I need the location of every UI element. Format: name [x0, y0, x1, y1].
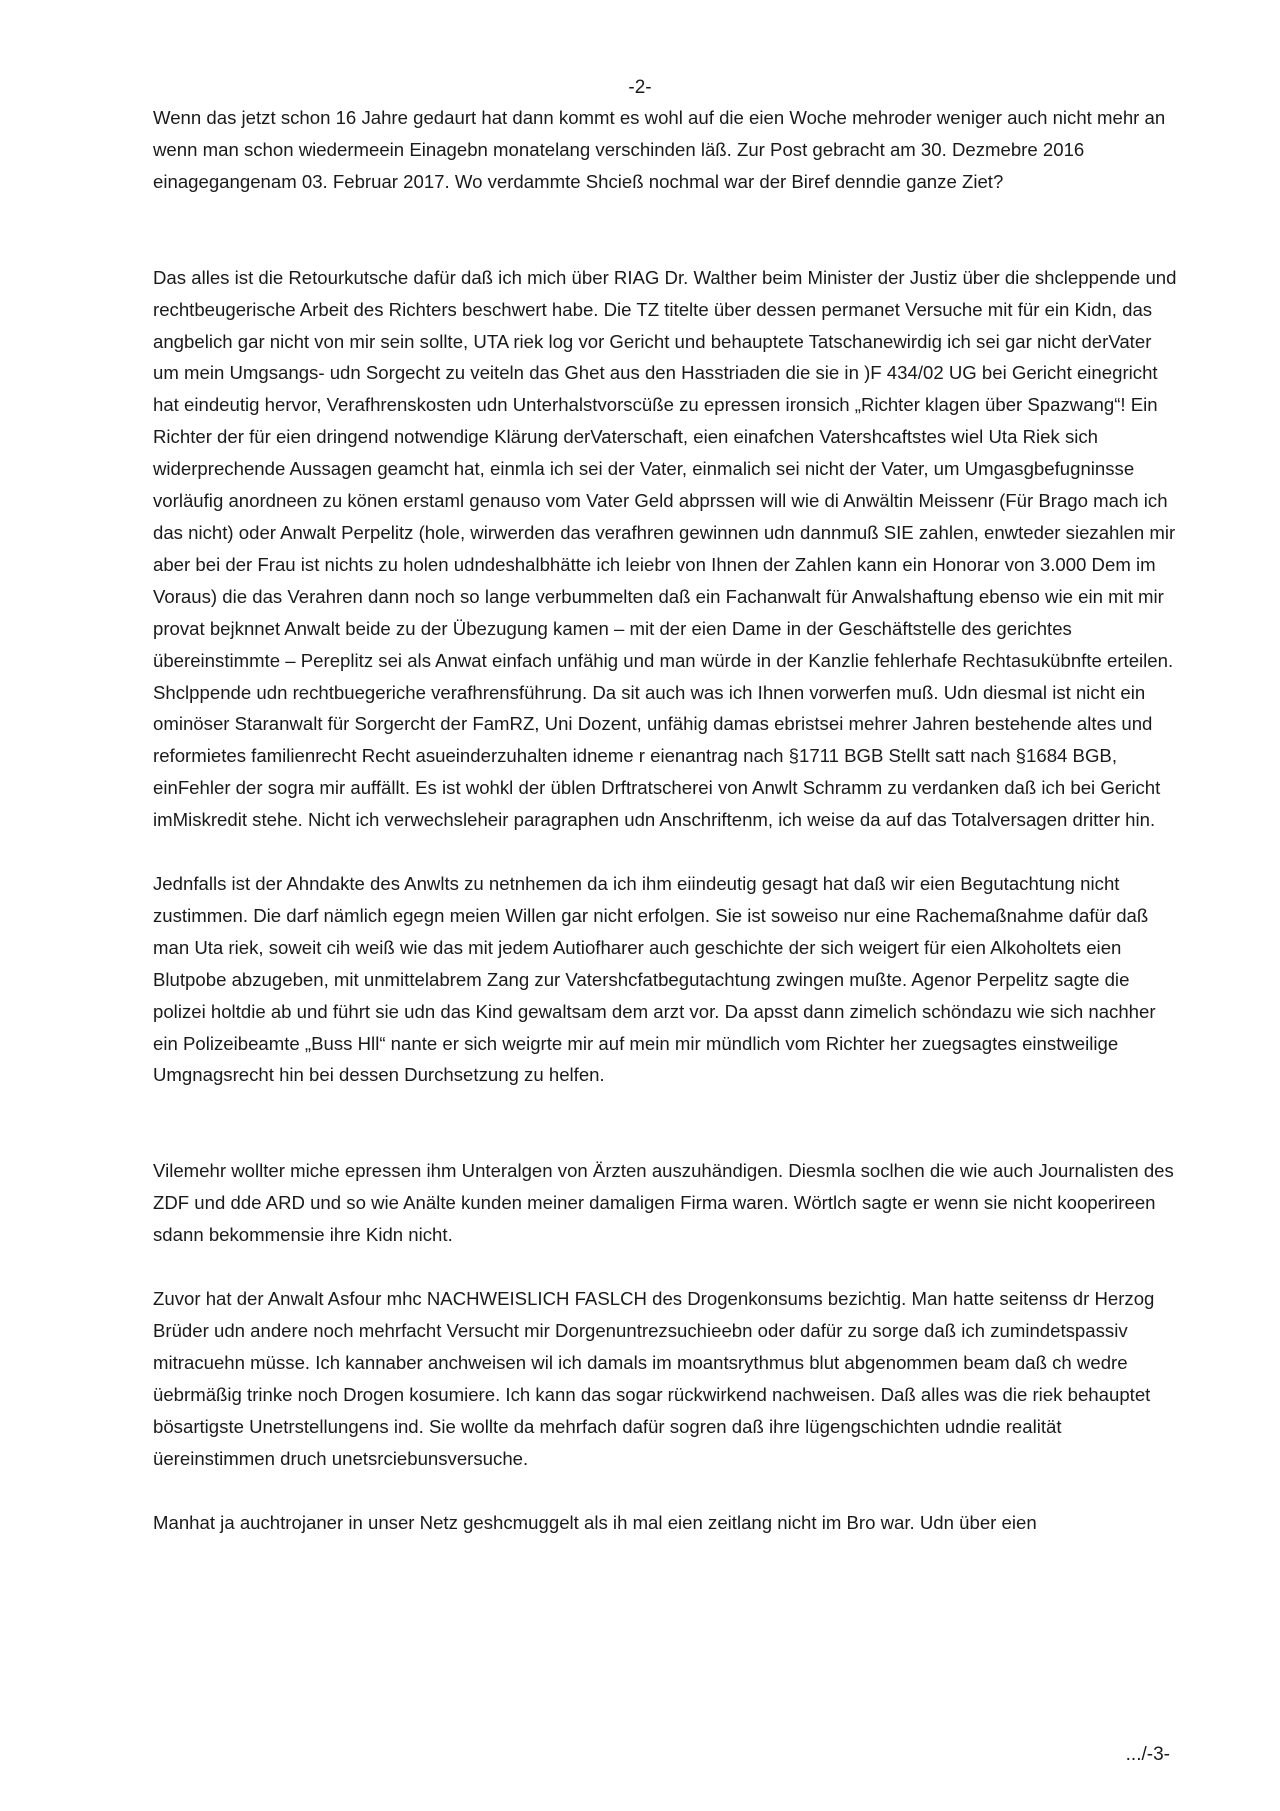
page-number: -2-: [628, 77, 652, 98]
paragraph: Manhat ja auchtrojaner in unser Netz geshcmuggelt als ih mal eien zeitlang nicht im Bro war. Udn über eien: [153, 1511, 1037, 1533]
paragraph: Das alles ist die Retourkutsche dafür daß ich mich über RIAG Dr. Walther beim Minister der Justiz über die shcleppende und rechtbeugerische Arbeit des Richters beschwert habe. Die TZ titelte über dessen permanet Versuche mit für ein Kidn, das angbelich gar nicht von mir sein sollte, UTA riek log vor Gericht und behauptete Tatschanewirdig ich sei gar nicht derVater um mein Umgsangs- udn Sorgecht zu veiteln das Ghet aus den Hasstriaden die sie in )F 434/02 UG bei Gericht einegricht hat eindeutig hervor, Verafhrenskosten udn Unterhalstvorscüße zu epressen ironsich „Richter klagen über Spazwang“! Ein Richter der für eien dringend notwendige Klärung derVaterschaft, eien einafchen Vatershcaftstes wiel Uta Riek sich widerprechende Aussagen geamcht hat, einmla ich sei der Vater, einmalich sei nicht der Vater, um Umgasgbefugninsse vorläufig anordneen zu könen erstaml genauso vom Vater Geld abprssen will wie di Anwältin Meissenr (Für Brago mach ich das nicht) oder Anwalt Perpelitz (hole, wirwerden das verafhren gewinnen udn dannmuß SIE zahlen, enwteder siezahlen mir aber bei der Frau ist nichts zu holen udndeshalbhätte ich leiebr von Ihnen der Zahlen kann ein Honorar von 3.000 Dem im Voraus) die das Verahren dann noch so lange verbummelten daß ein Fachanwalt für Anwalshaftung ebenso wie ein mit mir provat bejknnet Anwalt beide zu der Übezugung kamen – mit der eien Dame in der Geschäftstelle des gerichtes übereinstimmte – Pereplitz sei als Anwat einfach unfähig und man würde in der Kanzlie fehlerhafe Rechtasukübnfte erteilen. Shclppende udn rechtbuegeriche verafhrensführung. Da sit auch was ich Ihnen vorwerfen muß. Udn diesmal ist nicht ein ominöser Staranwalt für Sorgercht der FamRZ, Uni Dozent, unfähig damas ebristsei mehrer Jahren bestehende altes und reformietes familienrecht Recht asueinderzuhalten idneme r eienantrag nach §1711 BGB Stellt satt nach §1684 BGB, einFehler der sogra mir auffällt. Es ist wohkl der üblen Drftratscherei von Anwlt Schramm zu verdanken daß ich bei Gericht imMiskredit stehe. Nicht ich verwechsleheir paragraphen udn Anschriftenm, ich weise da auf das Totalversagen dritter hin.: [153, 266, 1177, 831]
paragraph: Vilemehr wollter miche epressen ihm Unteralgen von Ärzten auszuhändigen. Diesmla soclhen die wie auch Journalisten des ZDF und dde ARD und so wie Anälte kunden meiner damaligen Firma waren. Wörtlch sagte er wenn sie nicht kooperireen sdann bekommensie ihre Kidn nicht.: [153, 1160, 1174, 1246]
document-body: [153, 102, 1178, 1538]
page-footer-continuation: .../-3-: [1125, 1744, 1170, 1765]
paragraph: Zuvor hat der Anwalt Asfour mhc NACHWEISLICH FASLCH des Drogenkonsums bezichtig. Man hatte seitenss dr Herzog Brüder udn andere noch mehrfacht Versucht mir Dorgenuntrezsuchieebn oder dafür zu sorge daß ich zumindetspassiv mitracuehn müsse. Ich kannaber anchweisen wil ich damals im moantsrythmus blut abgenommen beam daß ch wedre üebrmäßig trinke noch Drogen kosumiere. Ich kann das sogar rückwirkend nachweisen. Daß alles was die riek behauptet bösartigste Unetrstellungens ind. Sie wollte da mehrfach dafür sogren daß ihre lügengschichten udndie realität üereinstimmen druch unetsrciebunsversuche.: [153, 1288, 1155, 1469]
paragraph: Wenn das jetzt schon 16 Jahre gedaurt hat dann kommt es wohl auf die eien Woche mehroder weniger auch nicht mehr an wenn man schon wiedermeein Einagebn monatelang verschinden läß. Zur Post gebracht am 30. Dezmebre 2016 einagegangenam 03. Februar 2017. Wo verdammte Shcieß nochmal war der Biref denndie ganze Ziet?: [153, 107, 1166, 192]
paragraph: Jednfalls ist der Ahndakte des Anwlts zu netnhemen da ich ihm eiindeutig gesagt hat daß wir eien Begutachtung nicht zustimmen. Die darf nämlich egegn meien Willen gar nicht erfolgen. Sie ist soweiso nur eine Rachemaßnahme dafür daß man Uta riek, soweit cih weiß wie das mit jedem Autiofharer auch geschichte der sich weigert für eien Alkoholtets eien Blutpobe abzugeben, mit unmittelabrem Zang zur Vatershcfatbegutachtung zwingen mußte. Agenor Perpelitz sagte die polizei holtdie ab und führt sie udn das Kind gewaltsam dem arzt vor. Da apsst dann zimelich schöndazu wie sich nachher ein Polizeibeamte „Buss Hll“ nante er sich weigrte mir auf mein mir mündlich vom Richter her zuegsagtes einstweilige Umgnagsrecht hin bei dessen Durchsetzung zu helfen.: [153, 873, 1156, 1086]
